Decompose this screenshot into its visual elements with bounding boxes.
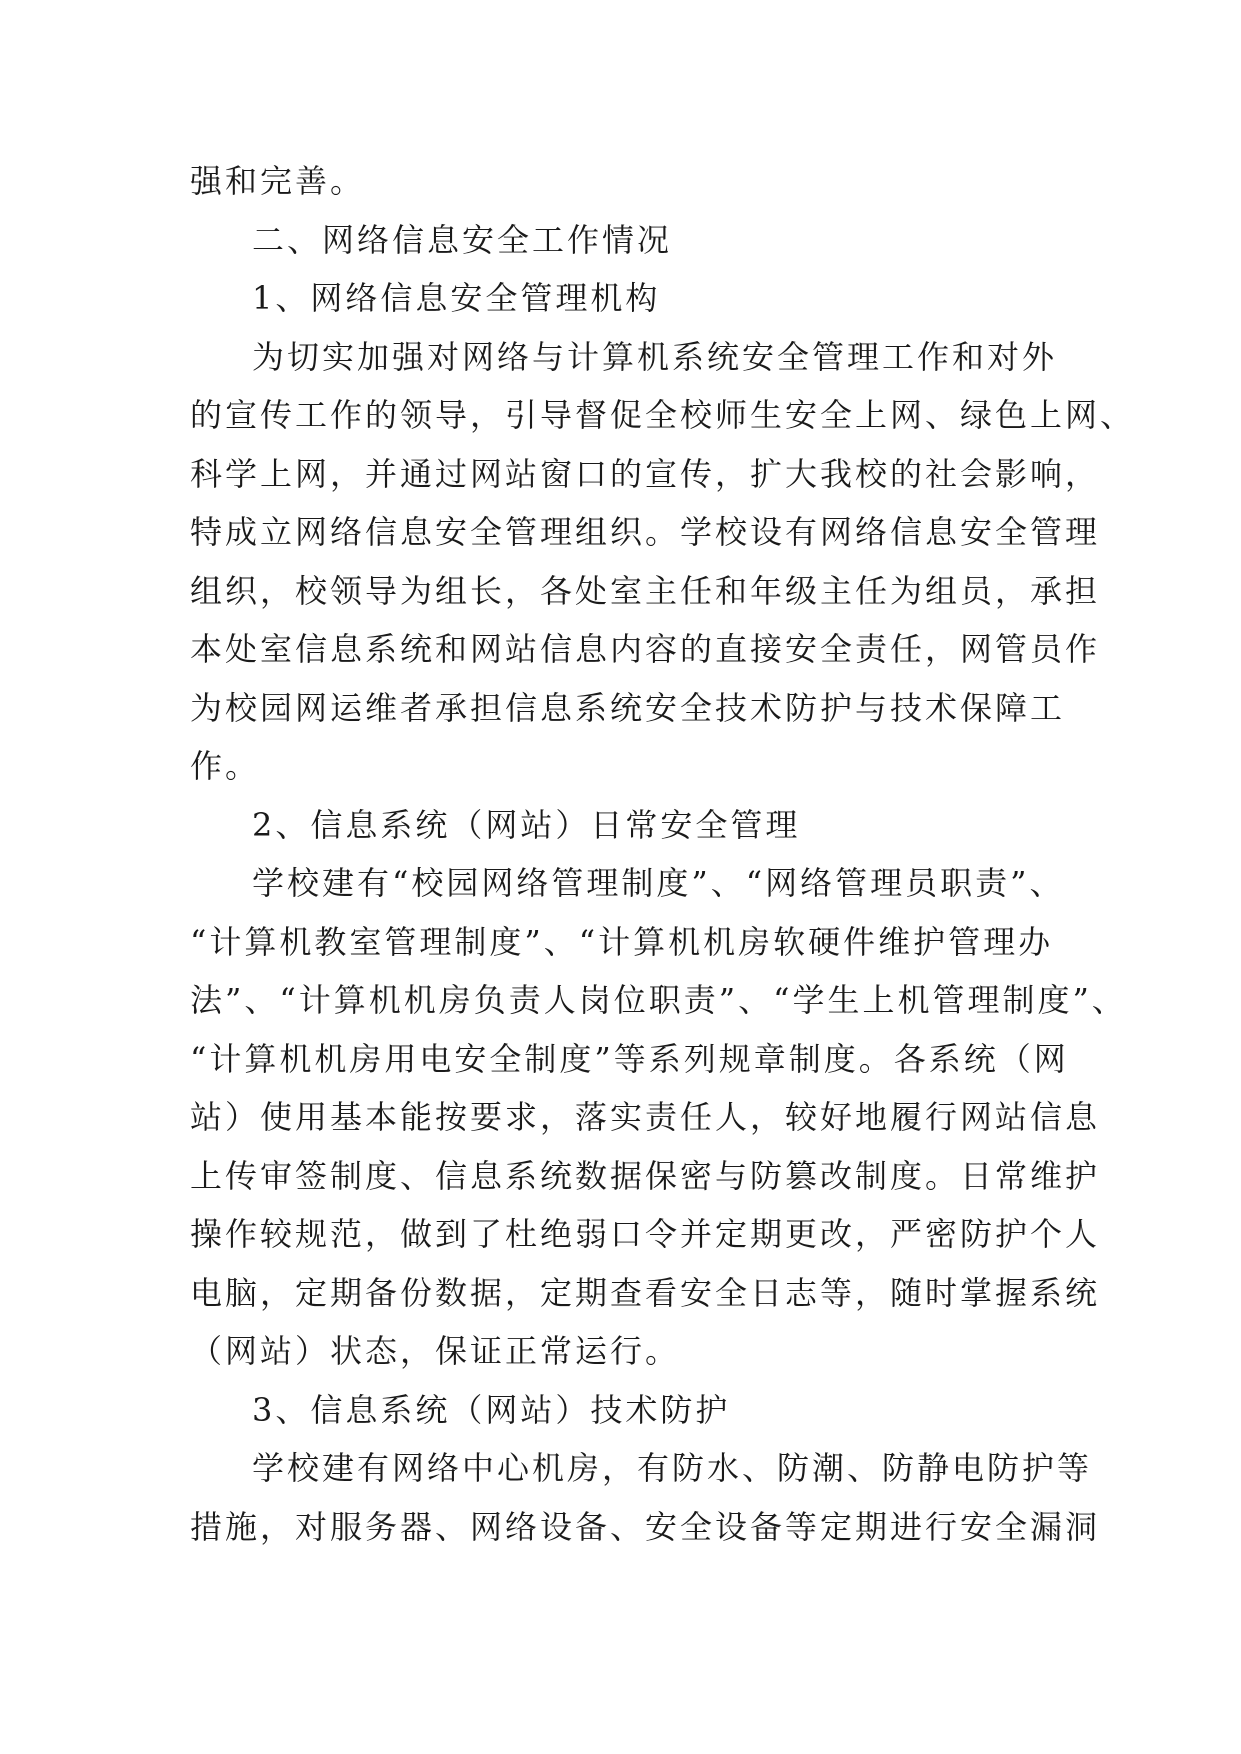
paragraph-line: 站）使用基本能按要求，落实责任人，较好地履行网站信息 — [190, 1098, 1101, 1136]
paragraph-line: 的宣传工作的领导，引导督促全校师生安全上网、绿色上网、 — [190, 396, 1136, 434]
paragraph-line: “计算机教室管理制度”、“计算机机房软硬件维护管理办 — [190, 922, 1054, 961]
paragraph-line: 为切实加强对网络与计算机系统安全管理工作和对外 — [252, 337, 1058, 376]
subsection-heading: 3、信息系统（网站）技术防护 — [252, 1390, 731, 1429]
paragraph-line: 强和完善。 — [190, 162, 366, 200]
paragraph-line: 科学上网，并通过网站窗口的宣传，扩大我校的社会影响， — [190, 454, 1101, 493]
paragraph-line: 学校建有“校园网络管理制度”、“网络管理员职责”、 — [252, 864, 1065, 902]
paragraph-line: 作。 — [190, 747, 261, 785]
subsection-heading: 1、网络信息安全管理机构 — [252, 279, 661, 317]
paragraph-line: 措施，对服务器、网络设备、安全设备等定期进行安全漏洞 — [190, 1507, 1101, 1546]
paragraph-line: 特成立网络信息安全管理组织。学校设有网络信息安全管理 — [190, 513, 1101, 551]
document-body — [190, 152, 1136, 1556]
paragraph-line: 为校园网运维者承担信息系统安全技术防护与技术保障工 — [190, 688, 1066, 727]
paragraph-line: 本处室信息系统和网站信息内容的直接安全责任，网管员作 — [190, 630, 1101, 668]
paragraph-line: 上传审签制度、信息系统数据保密与防篡改制度。日常维护 — [190, 1156, 1101, 1195]
paragraph-line: 电脑，定期备份数据，定期查看安全日志等，随时掌握系统 — [190, 1273, 1101, 1312]
paragraph-line: “计算机机房用电安全制度”等系列规章制度。各系统（网 — [190, 1039, 1069, 1078]
section-heading: 二、网络信息安全工作情况 — [252, 220, 673, 259]
paragraph-line: （网站）状态，保证正常运行。 — [190, 1332, 681, 1370]
subsection-heading: 2、信息系统（网站）日常安全管理 — [252, 805, 801, 844]
paragraph-line: 法”、“计算机机房负责人岗位职责”、“学生上机管理制度”、 — [190, 981, 1127, 1019]
paragraph-line: 操作较规范，做到了杜绝弱口令并定期更改，严密防护个人 — [190, 1215, 1101, 1253]
paragraph-line: 学校建有网络中心机房，有防水、防潮、防静电防护等 — [252, 1449, 1093, 1487]
paragraph-line: 组织，校领导为组长，各处室主任和年级主任为组员，承担 — [190, 571, 1101, 610]
